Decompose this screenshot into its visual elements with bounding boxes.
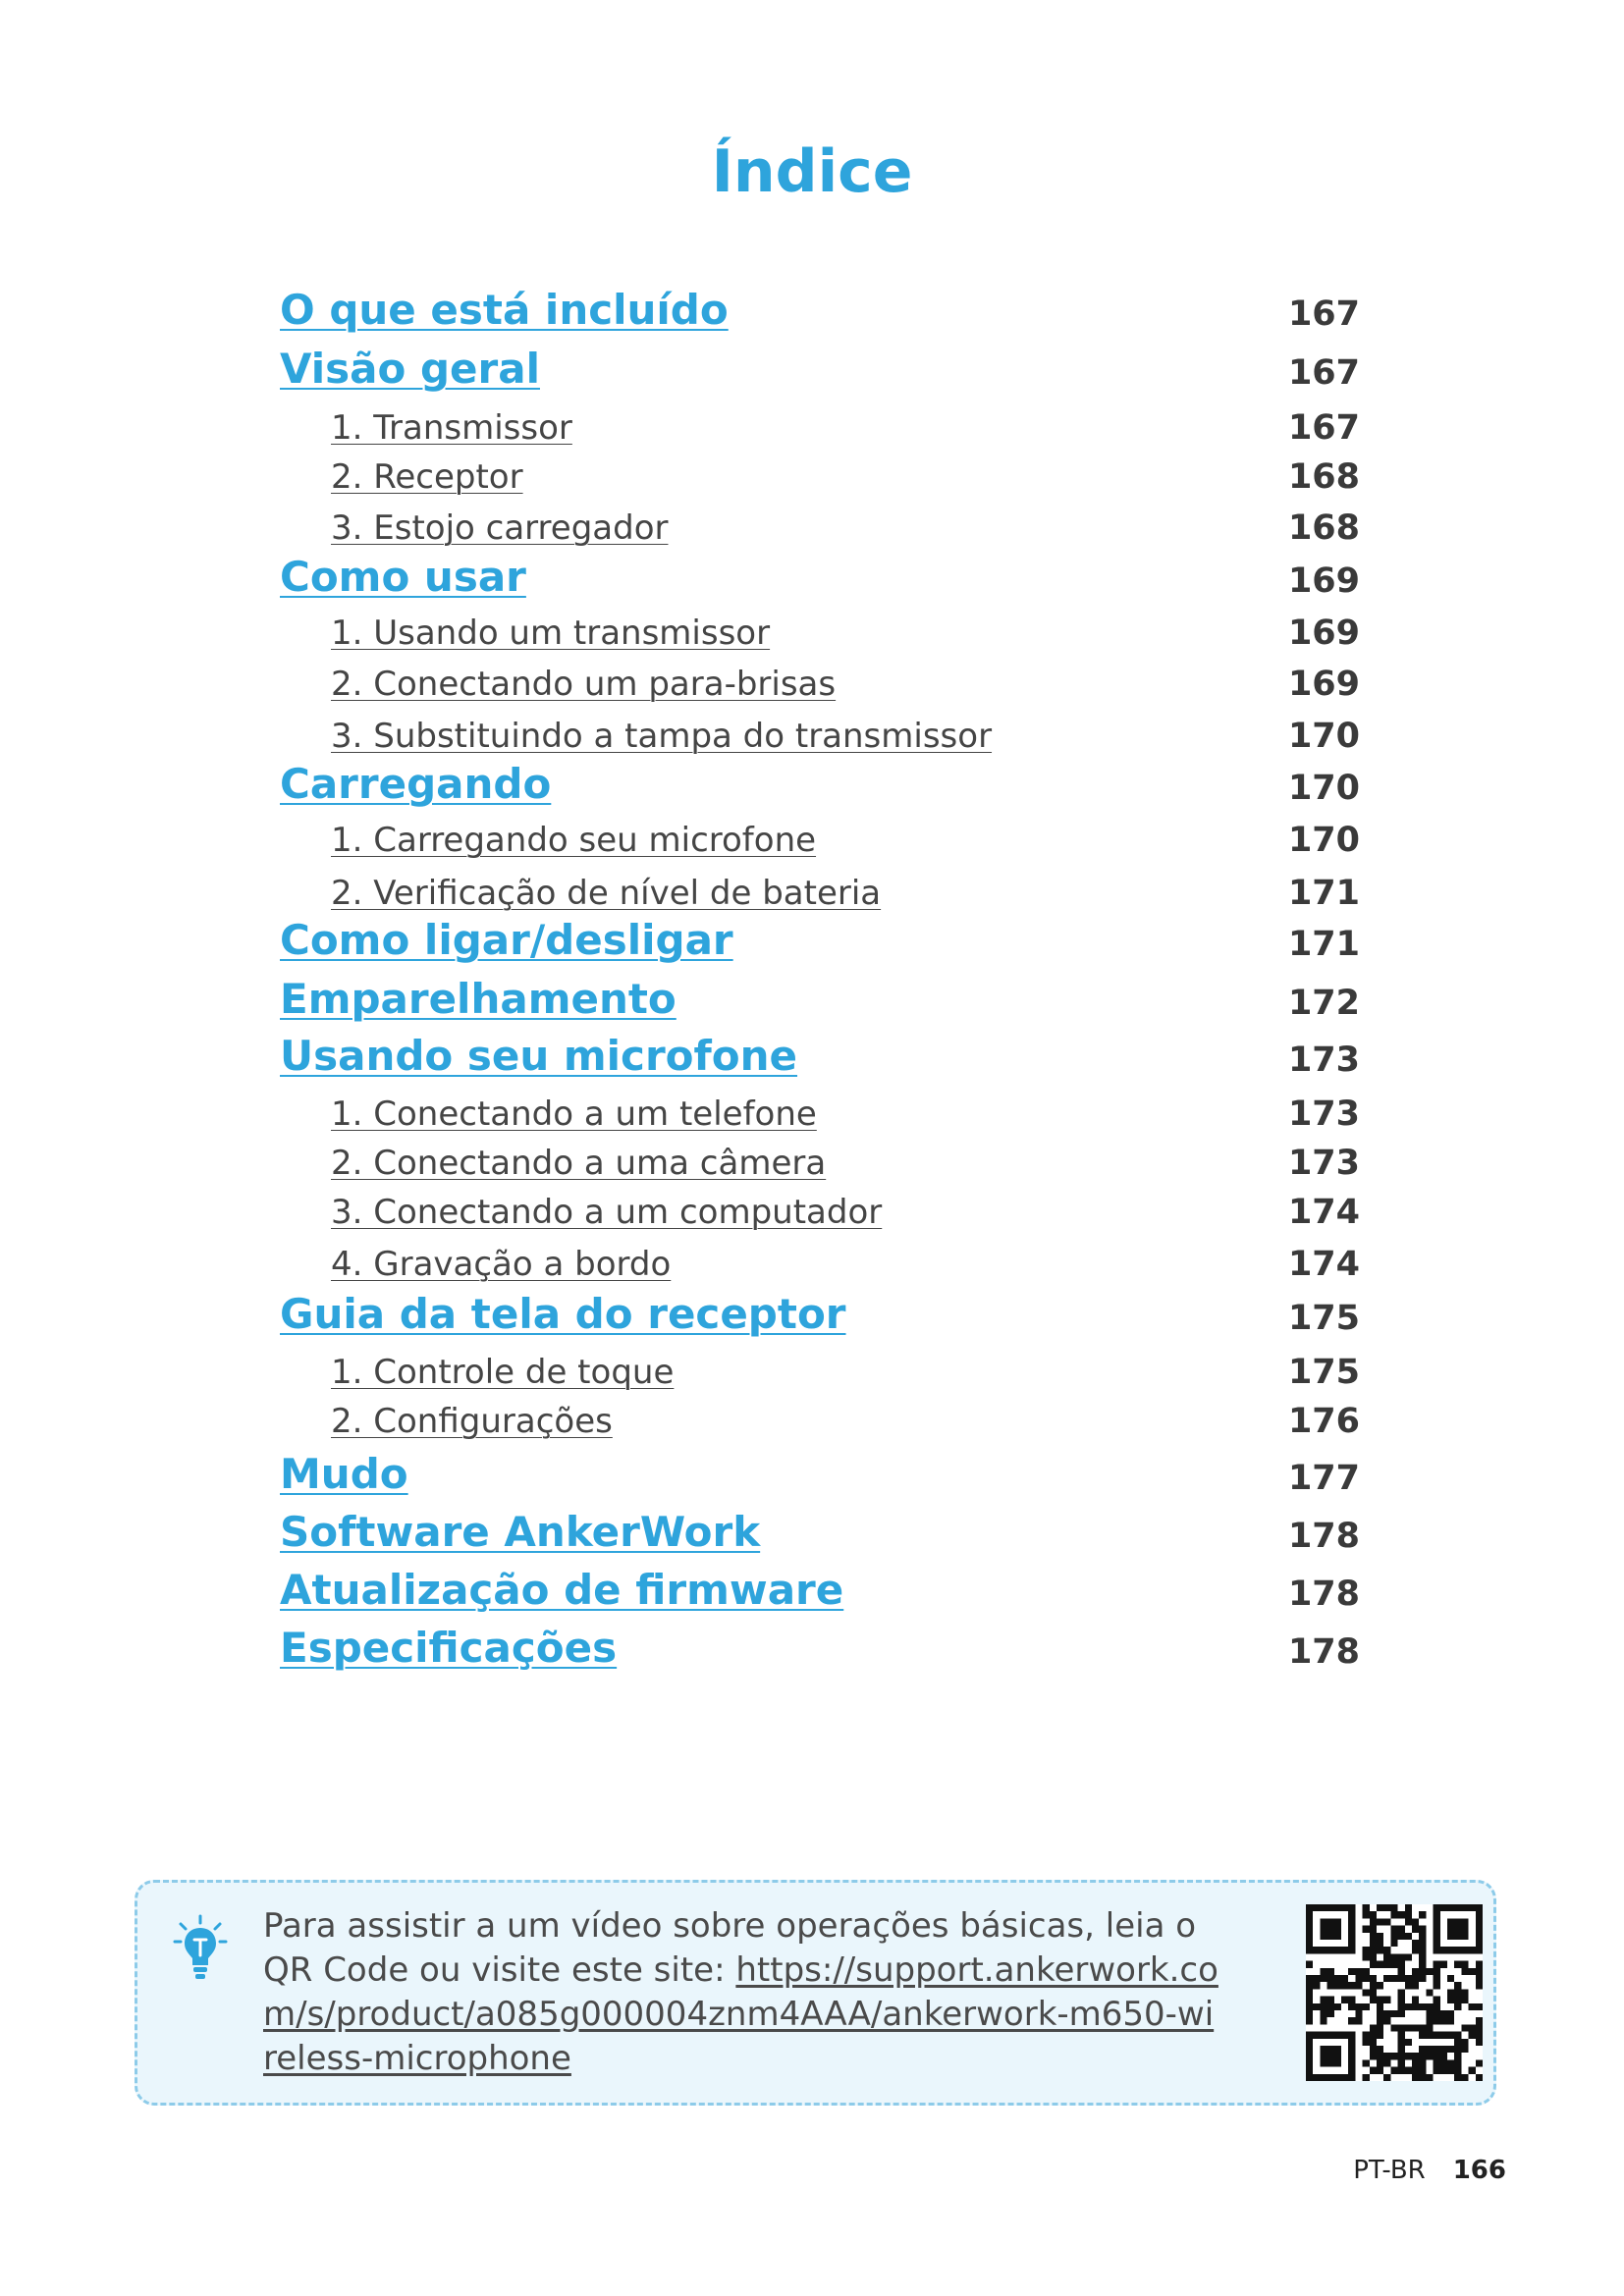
toc-subsection[interactable] [280,1343,1360,1392]
toc-page-number: 176 [1287,1402,1360,1441]
toc-entry-link[interactable]: Software AnkerWork [280,1508,761,1556]
toc-entry-link[interactable]: Usando seu microfone [280,1032,798,1080]
toc-entry-link[interactable]: Guia da tela do receptor [280,1290,846,1338]
toc-subsection[interactable] [280,399,1360,448]
toc-subsection[interactable] [280,1183,1360,1232]
lightbulb-icon [173,1914,228,1983]
toc-entry-link[interactable]: 2. Receptor [331,457,523,497]
toc-entry-link[interactable]: 1. Controle de toque [331,1353,675,1392]
toc-page-number: 170 [1287,821,1360,860]
toc-subsection[interactable] [280,1085,1360,1134]
toc-subsection[interactable] [280,655,1360,704]
toc-page-number: 172 [1287,984,1360,1023]
tip-text [263,1904,1225,2081]
toc-page-number: 175 [1287,1353,1360,1392]
toc-entry-link[interactable]: 1. Carregando seu microfone [331,821,817,860]
page-number: 166 [1452,2156,1506,2185]
page-title: Índice [711,137,913,206]
toc-page-number: 169 [1287,561,1360,601]
toc-page-number: 167 [1287,408,1360,448]
toc-entry-link[interactable]: O que está incluído [280,286,729,334]
toc-subsection[interactable] [280,604,1360,653]
toc-page-number: 170 [1287,717,1360,756]
toc-subsection[interactable] [280,811,1360,860]
toc-section[interactable] [280,1507,1360,1556]
footer-language: PT-BR [1353,2156,1426,2185]
toc-entry-link[interactable]: Visão geral [280,345,540,393]
toc-section[interactable] [280,552,1360,601]
toc-page-number: 167 [1287,353,1360,393]
toc-page-number: 174 [1287,1245,1360,1284]
toc-subsection[interactable] [280,499,1360,548]
toc-entry-link[interactable]: 1. Conectando a um telefone [331,1095,817,1134]
tip-box [135,1880,1496,2106]
toc-page-number: 177 [1287,1459,1360,1498]
toc-subsection[interactable] [280,707,1360,756]
toc-section[interactable] [280,1449,1360,1498]
toc-entry-link[interactable]: Atualização de firmware [280,1566,844,1614]
support-link[interactable]: https://support.ankerwork.com/s/product/a085g000004znm4AAA/ankerwork-m650-wireless-microphone [263,1950,1218,2078]
toc-page-number: 178 [1287,1575,1360,1614]
toc-section[interactable] [280,974,1360,1023]
toc-section[interactable] [280,915,1360,964]
toc-section[interactable] [280,344,1360,393]
toc-entry-link[interactable]: 3. Substituindo a tampa do transmissor [331,717,993,756]
toc-section[interactable] [280,285,1360,334]
toc-entry-link[interactable]: Mudo [280,1450,408,1498]
toc-entry-link[interactable]: 1. Transmissor [331,408,572,448]
toc-subsection[interactable] [280,864,1360,913]
toc-page-number: 173 [1287,1144,1360,1183]
tip-body: Para assistir a um vídeo sobre operações básicas, leia o QR Code ou visite este site: [263,1906,1197,1990]
toc-entry-link[interactable]: 3. Estojo carregador [331,508,669,548]
toc-page-number: 175 [1287,1299,1360,1338]
toc-page-number: 173 [1287,1041,1360,1080]
toc-section[interactable] [280,759,1360,808]
toc-page-number: 168 [1287,457,1360,497]
toc-section[interactable] [280,1623,1360,1672]
toc-page-number: 169 [1287,614,1360,653]
toc-subsection[interactable] [280,448,1360,497]
toc-page-number: 167 [1287,294,1360,334]
toc-page-number: 178 [1287,1632,1360,1672]
toc-entry-link[interactable]: Como usar [280,553,526,601]
toc-page-number: 171 [1287,874,1360,913]
toc-page-number: 171 [1287,925,1360,964]
toc-entry-link[interactable]: 2. Conectando um para-brisas [331,665,837,704]
toc-section[interactable] [280,1031,1360,1080]
toc-entry-link[interactable]: 1. Usando um transmissor [331,614,771,653]
toc-subsection[interactable] [280,1392,1360,1441]
toc-section[interactable] [280,1289,1360,1338]
toc-page-number: 170 [1287,769,1360,808]
toc-entry-link[interactable]: 4. Gravação a bordo [331,1245,672,1284]
toc-entry-link[interactable]: Emparelhamento [280,975,677,1023]
toc-entry-link[interactable]: 2. Verificação de nível de bateria [331,874,882,913]
toc-page-number: 169 [1287,665,1360,704]
toc-entry-link[interactable]: 3. Conectando a um computador [331,1193,883,1232]
toc-page-number: 178 [1287,1517,1360,1556]
toc-page-number: 168 [1287,508,1360,548]
toc-subsection[interactable] [280,1235,1360,1284]
toc-entry-link[interactable]: Como ligar/desligar [280,916,733,964]
toc-entry-link[interactable]: Especificações [280,1624,618,1672]
toc-subsection[interactable] [280,1134,1360,1183]
qr-code-image[interactable] [1306,1904,1483,2081]
toc-page-number: 174 [1287,1193,1360,1232]
page-footer [1353,2156,1506,2185]
toc-entry-link[interactable]: 2. Conectando a uma câmera [331,1144,827,1183]
toc-entry-link[interactable]: Carregando [280,760,552,808]
toc-page-number: 173 [1287,1095,1360,1134]
toc-entry-link[interactable]: 2. Configurações [331,1402,613,1441]
toc-section[interactable] [280,1565,1360,1614]
